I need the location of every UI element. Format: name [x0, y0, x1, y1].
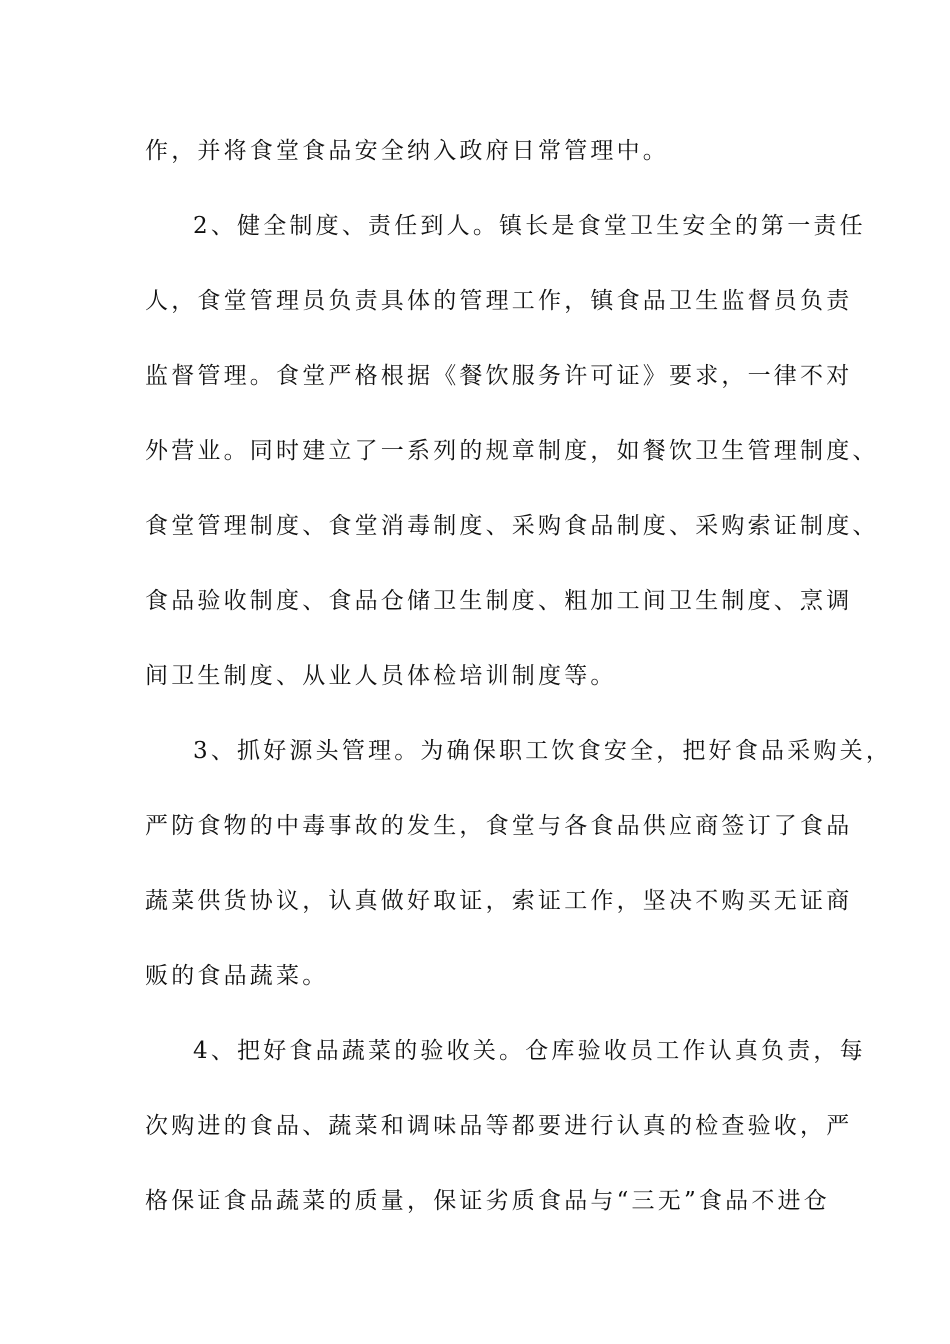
- text-line: 监督管理。食堂严格根据《餐饮服务许可证》要求，一律不对: [145, 363, 853, 389]
- text-line: 格保证食品蔬菜的质量，保证劣质食品与“三无”食品不进仓: [145, 1188, 830, 1214]
- text-line: 次购进的食品、蔬菜和调味品等都要进行认真的检查验收，严: [145, 1113, 853, 1139]
- text-line: 贩的食品蔬菜。: [145, 963, 329, 989]
- text-line: 作，并将食堂食品安全纳入政府日常管理中。: [145, 138, 669, 164]
- text-line: 蔬菜供货协议，认真做好取证，索证工作，坚决不购买无证商: [145, 888, 853, 914]
- text-line: 外营业。同时建立了一系列的规章制度，如餐饮卫生管理制度、: [145, 438, 879, 464]
- text-line: 食品验收制度、食品仓储卫生制度、粗加工间卫生制度、烹调: [145, 588, 853, 614]
- text-line: 人，食堂管理员负责具体的管理工作，镇食品卫生监督员负责: [145, 288, 853, 314]
- paragraph-start-line: 4、把好食品蔬菜的验收关。仓库验收员工作认真负责，每: [193, 1038, 866, 1064]
- paragraph-start-line: 2、健全制度、责任到人。镇长是食堂卫生安全的第一责任: [193, 213, 866, 239]
- text-line: 食堂管理制度、食堂消毒制度、采购食品制度、采购索证制度、: [145, 513, 879, 539]
- text-line: 严防食物的中毒事故的发生，食堂与各食品供应商签订了食品: [145, 813, 853, 839]
- paragraph-start-line: 3、抓好源头管理。为确保职工饮食安全，把好食品采购关，: [193, 738, 893, 764]
- text-line: 间卫生制度、从业人员体检培训制度等。: [145, 663, 617, 689]
